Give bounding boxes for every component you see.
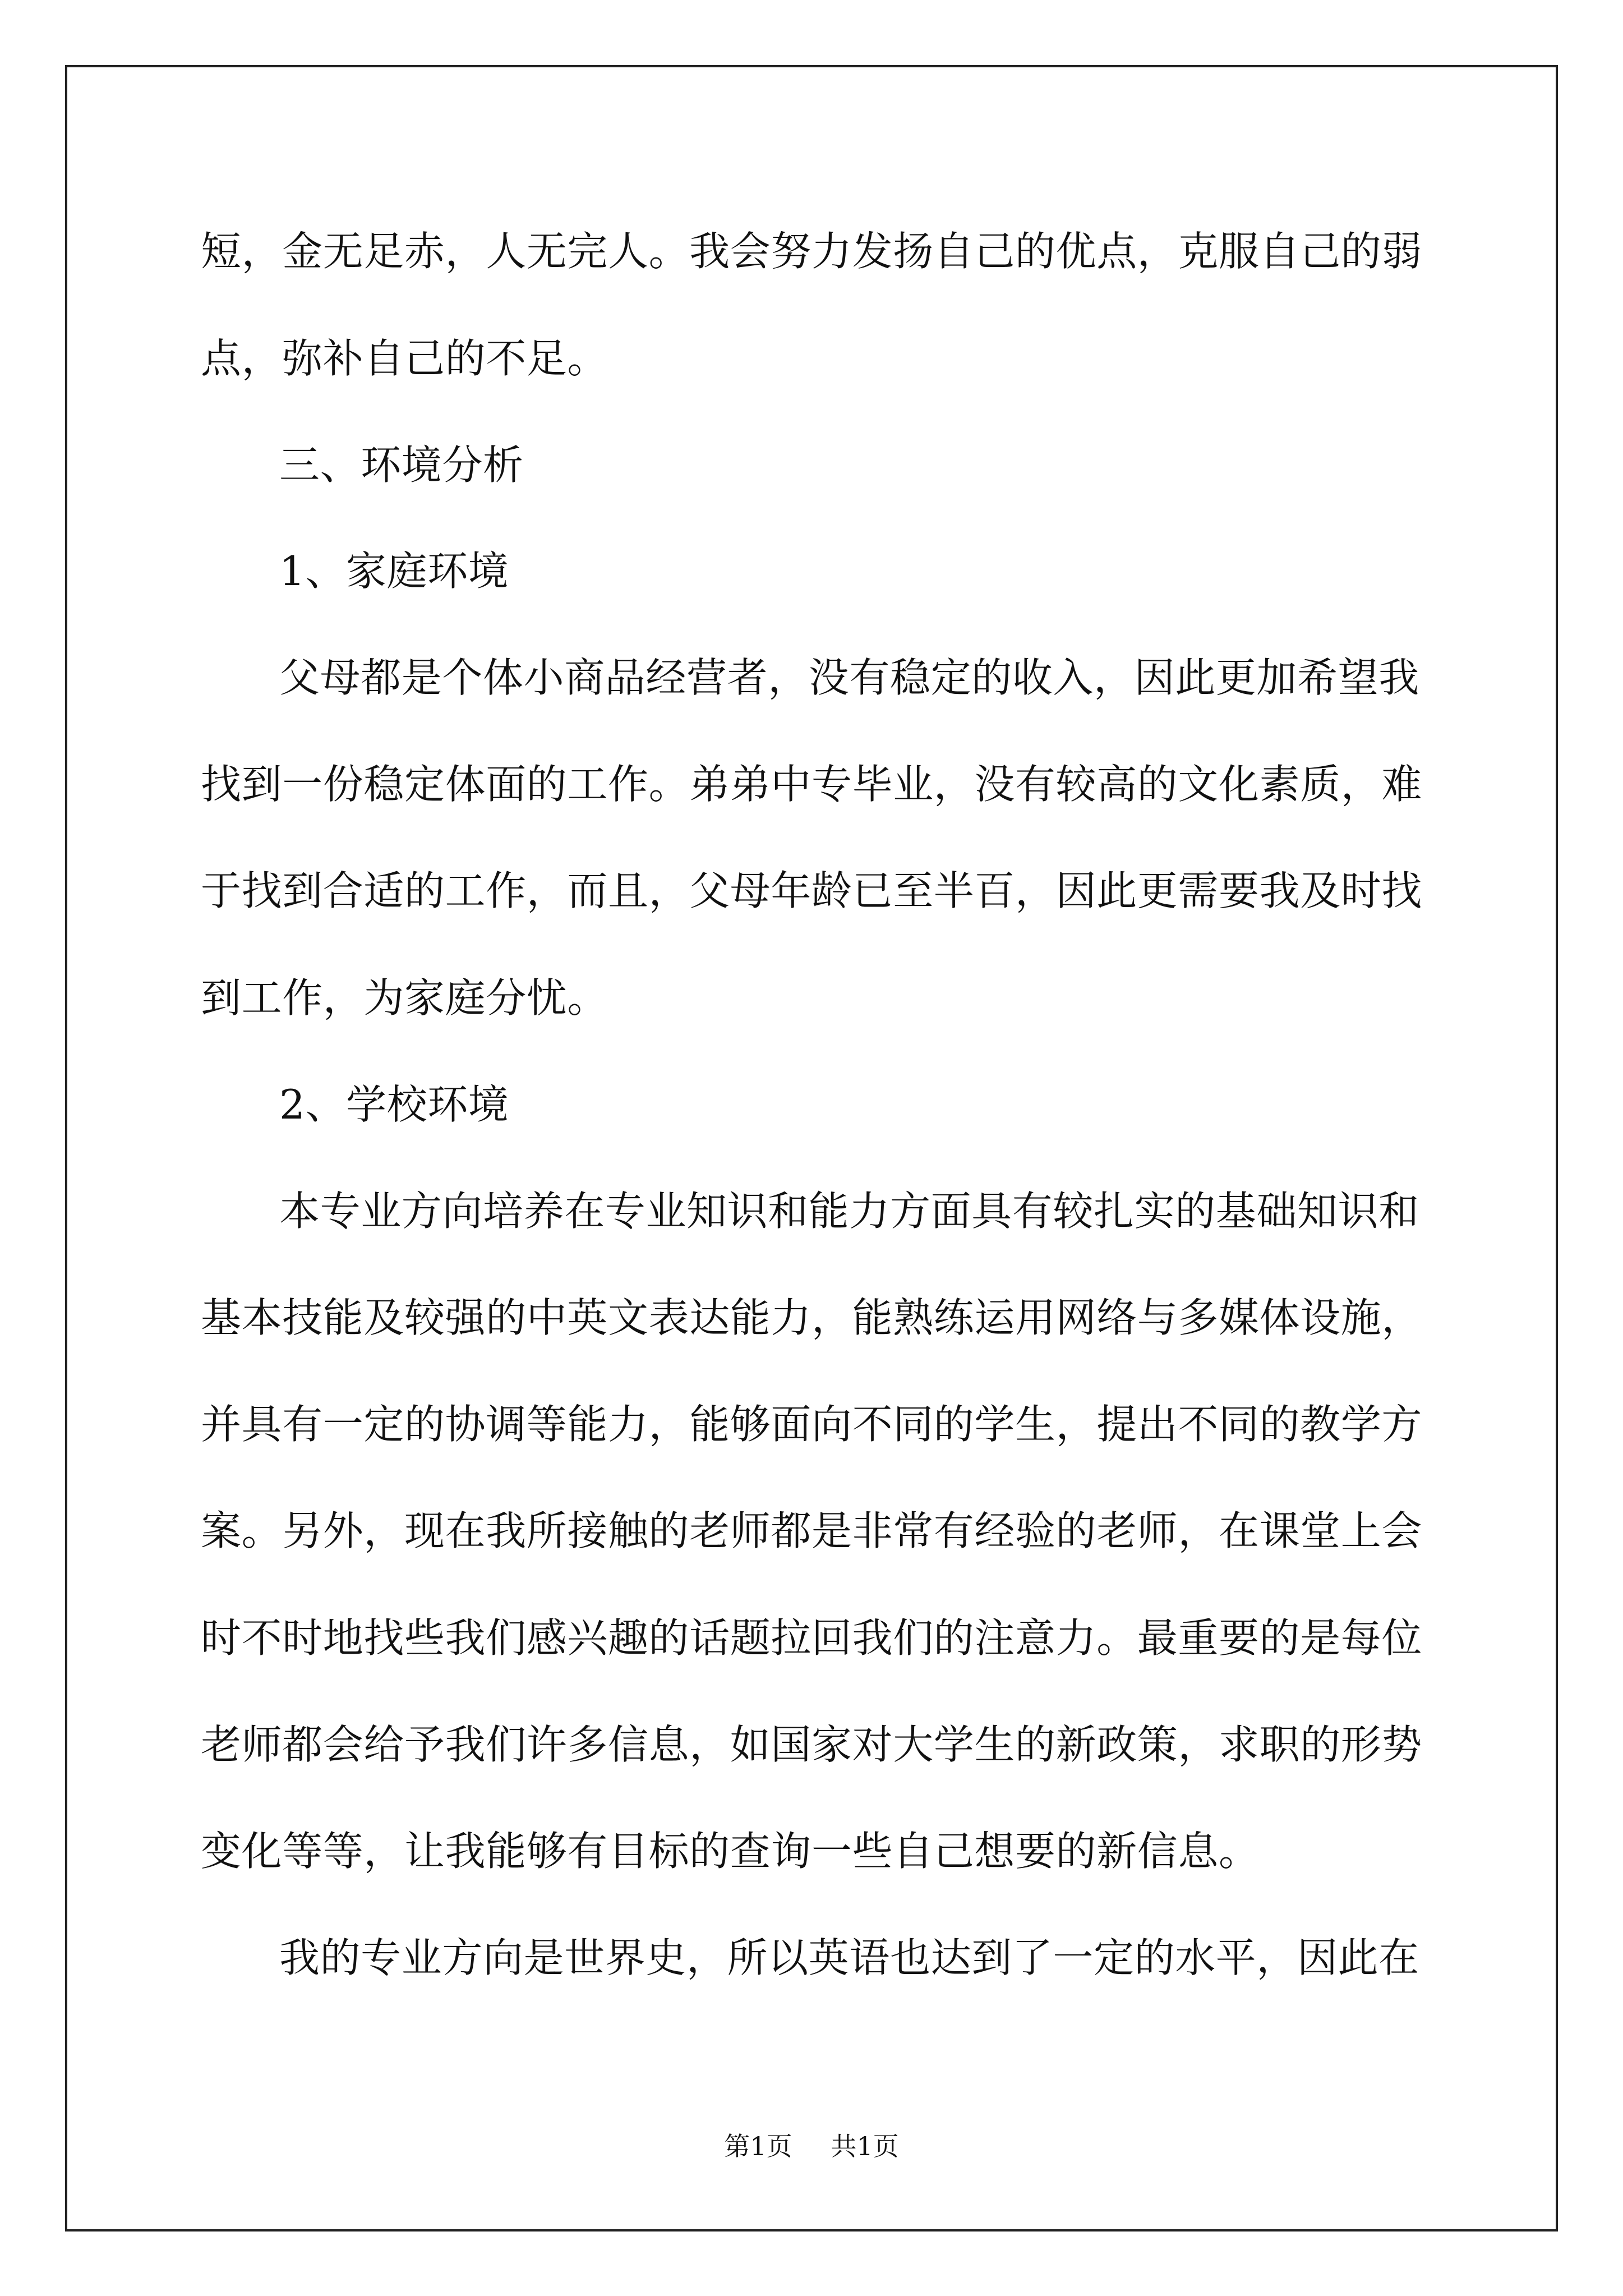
text-line-13: 案。另外，现在我所接触的老师都是非常有经验的老师，在课堂上会 [201, 1507, 1423, 1554]
section-heading-environment-analysis: 三、环境分析 [279, 441, 524, 489]
text-line-10: 本专业方向培养在专业知识和能力方面具有较扎实的基础知识和 [279, 1188, 1419, 1235]
text-line-12: 并具有一定的协调等能力，能够面向不同的学生，提出不同的教学方 [201, 1401, 1423, 1448]
page-number: 第1页 [724, 2131, 792, 2161]
text-line-15: 老师都会给予我们许多信息，如国家对大学生的新政策，求职的形势 [201, 1721, 1423, 1768]
text-line-6: 找到一份稳定体面的工作。弟弟中专毕业，没有较高的文化素质，难 [201, 761, 1423, 808]
text-line-2: 点，弥补自己的不足。 [201, 335, 608, 382]
text-line-1: 短，金无足赤，人无完人。我会努力发扬自己的优点，克服自己的弱 [201, 228, 1423, 275]
text-line-11: 基本技能及较强的中英文表达能力，能熟练运用网络与多媒体设施， [201, 1294, 1423, 1341]
text-line-14: 时不时地找些我们感兴趣的话题拉回我们的注意力。最重要的是每位 [201, 1614, 1423, 1662]
subheading-school-environment: 2、学校环境 [279, 1081, 509, 1128]
page-total: 共1页 [831, 2131, 899, 2161]
text-line-7: 于找到合适的工作，而且，父母年龄已至半百，因此更需要我及时找 [201, 867, 1423, 914]
page-footer [0, 2133, 1623, 2159]
text-line-5: 父母都是个体小商品经营者，没有稳定的收入，因此更加希望我 [279, 654, 1419, 701]
subheading-family-environment: 1、家庭环境 [279, 547, 509, 595]
text-line-17: 我的专业方向是世界史，所以英语也达到了一定的水平，因此在 [279, 1934, 1419, 1981]
page-border [65, 65, 1558, 2231]
text-line-8: 到工作，为家庭分忧。 [201, 974, 608, 1022]
text-line-16: 变化等等，让我能够有目标的查询一些自己想要的新信息。 [201, 1828, 1260, 1875]
